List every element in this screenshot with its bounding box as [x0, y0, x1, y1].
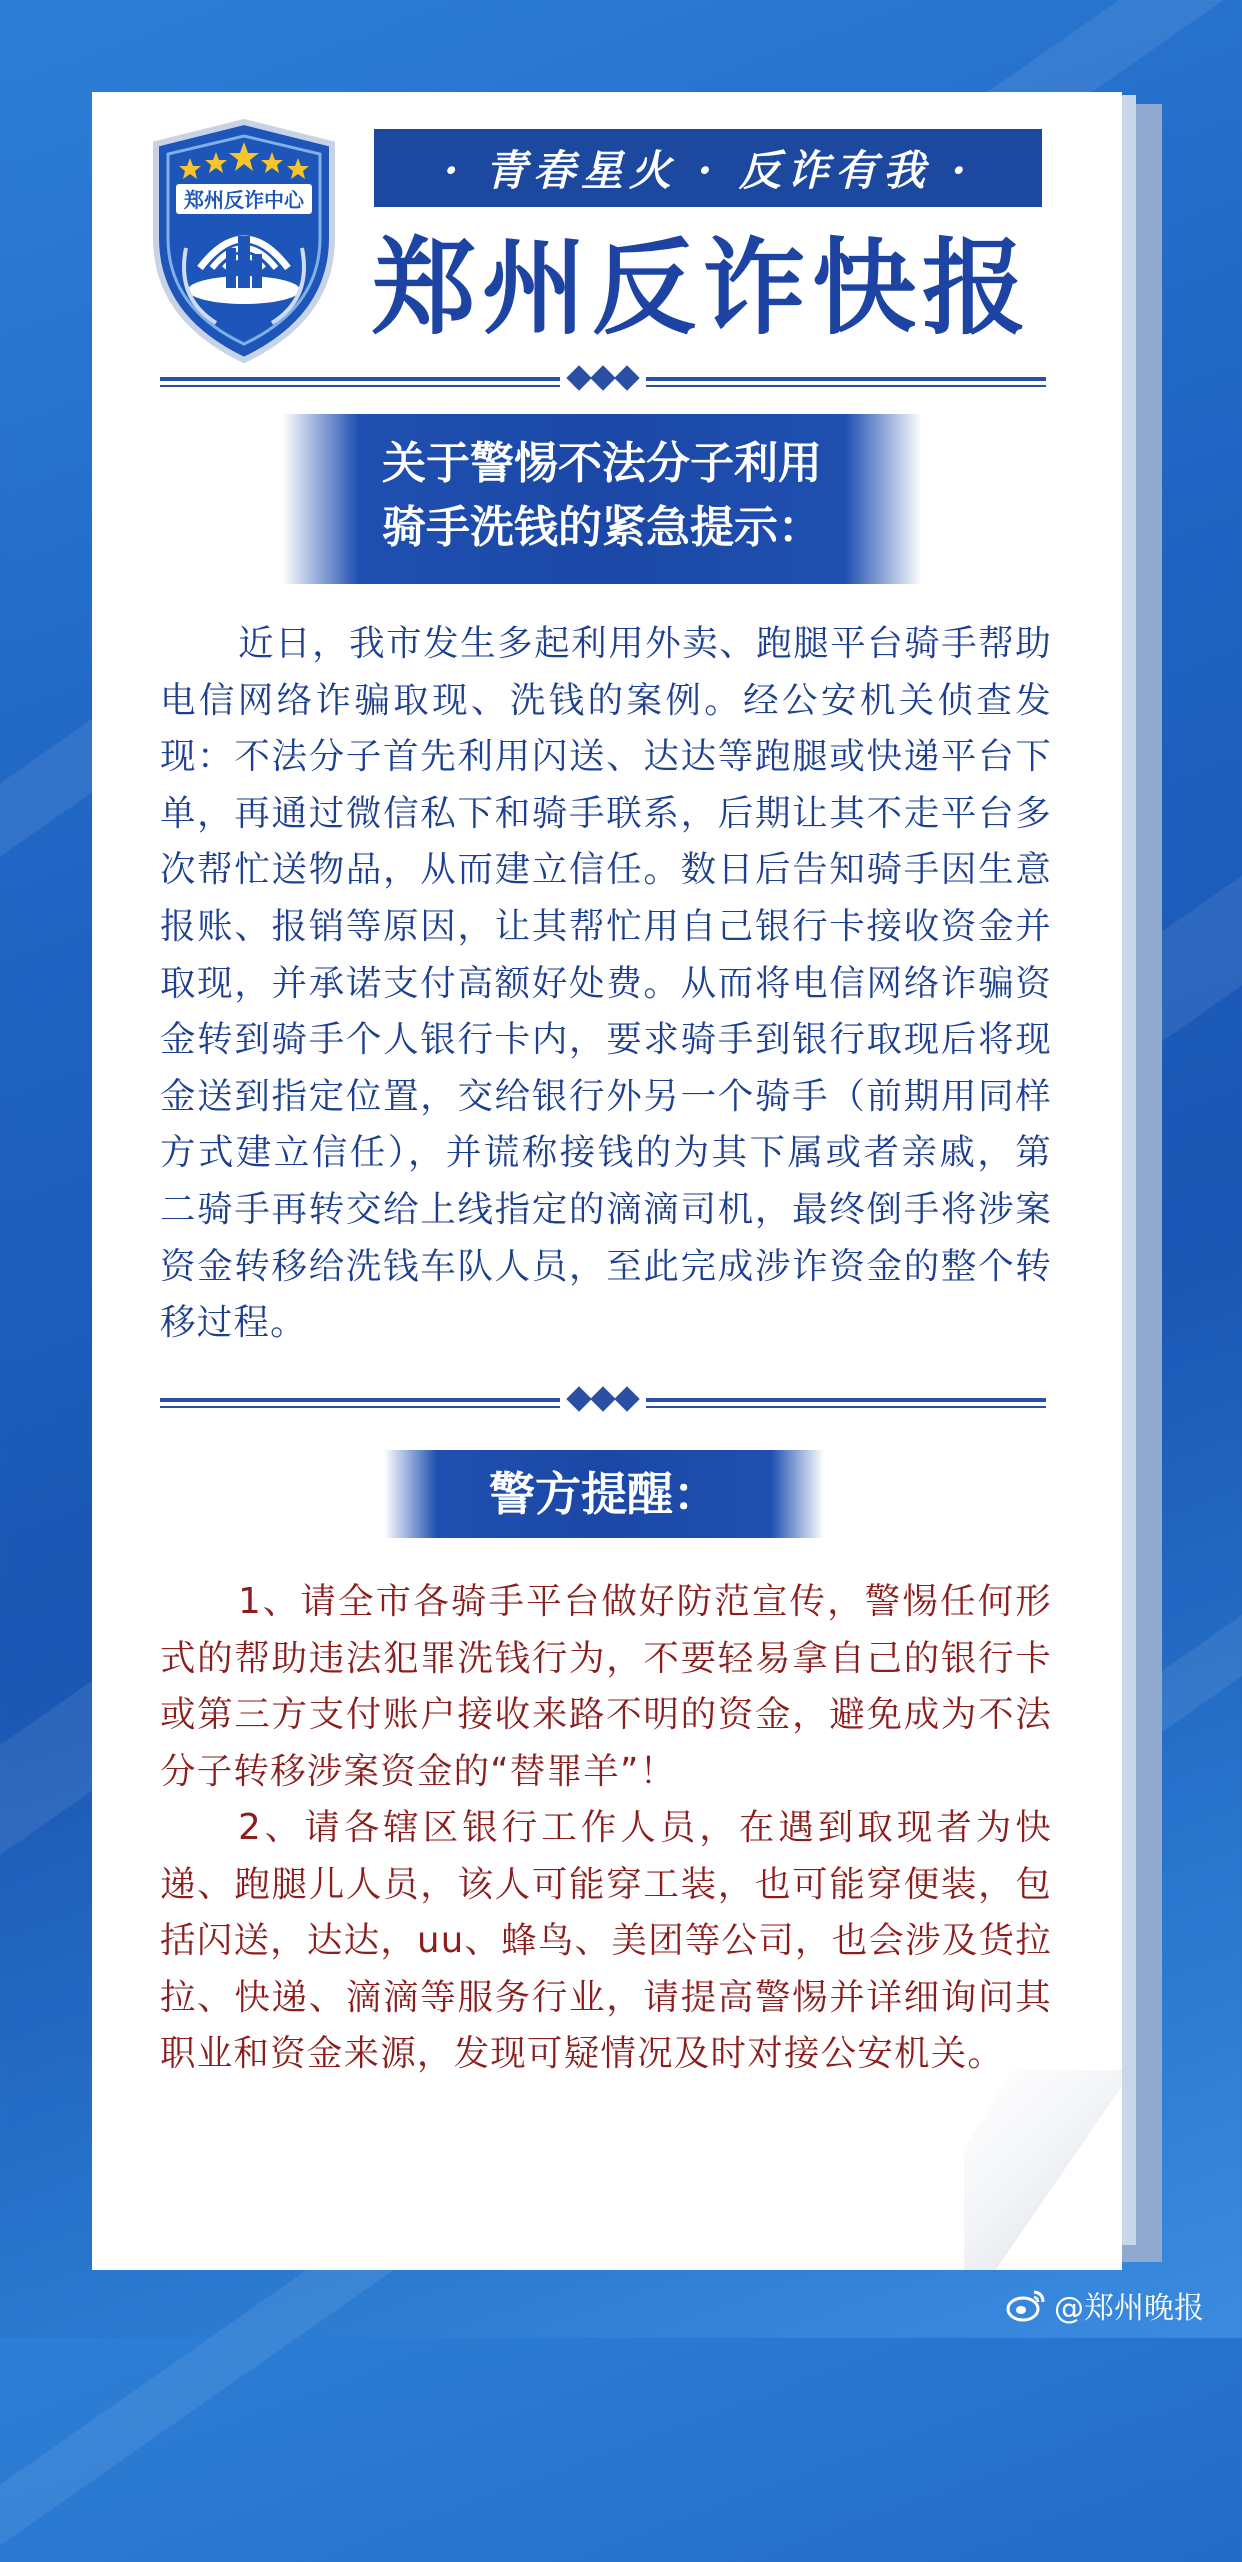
notice-heading-line2: 骑手洗钱的紧急提示：: [382, 502, 822, 553]
police-reminder-heading: 警方提醒：: [384, 1450, 824, 1538]
section-divider: [160, 368, 1046, 398]
slogan-banner: · 青春星火 · 反诈有我 ·: [374, 129, 1042, 207]
reminder-item-2: 2、请各辖区银行工作人员，在遇到取现者为快递、跑腿儿人员，该人可能穿工装，也可能穿便装，包括闪送，达达，uu、蜂鸟、美团等公司，也会涉及货拉拉、快递、滴滴等服务行业，请提高警惕并详细询问其职业和资金来源，发现可疑情况及时对接公安机关。: [160, 1807, 1052, 2075]
watermark: [1006, 2287, 1204, 2326]
reminder-item-1: 1、请全市各骑手平台做好防范宣传，警惕任何形式的帮助违法犯罪洗钱行为，不要轻易拿自己的银行卡或第三方支付账户接收来路不明的资金，避免成为不法分子转移涉案资金的“替罪羊”！: [160, 1581, 1052, 1792]
police-badge-icon: [146, 118, 342, 364]
weibo-icon: [1006, 2288, 1046, 2322]
notice-body: 近日，我市发生多起利用外卖、跑腿平台骑手帮助电信网络诈骗取现、洗钱的案例。经公安机关侦查发现：不法分子首先利用闪送、达达等跑腿或快递平台下单，再通过微信私下和骑手联系，后期让其不走平台多次帮忙送物品，从而建立信任。数日后告知骑手因生意报账、报销等原因，让其帮忙用自己银行卡接收资金并取现，并承诺支付高额好处费。从而将电信网络诈骗资金转到骑手个人银行卡内，要求骑手到银行取现后将现金送到指定位置，交给银行外另一个骑手（前期用同样方式建立信任），并谎称接钱的为其下属或者亲戚，第二骑手再转交给上线指定的滴滴司机，最终倒手将涉案资金转移给洗钱车队人员，至此完成涉诈资金的整个转移过程。: [160, 623, 1052, 1344]
page-title: 郑州反诈快报: [372, 227, 1033, 349]
badge-text: 郑州反诈中心: [184, 188, 304, 212]
watermark-text: @郑州晚报: [1054, 2291, 1204, 2326]
section-divider: [160, 1389, 1046, 1419]
notice-heading: [282, 414, 922, 584]
notice-heading-line1: 关于警惕不法分子利用: [382, 438, 822, 489]
